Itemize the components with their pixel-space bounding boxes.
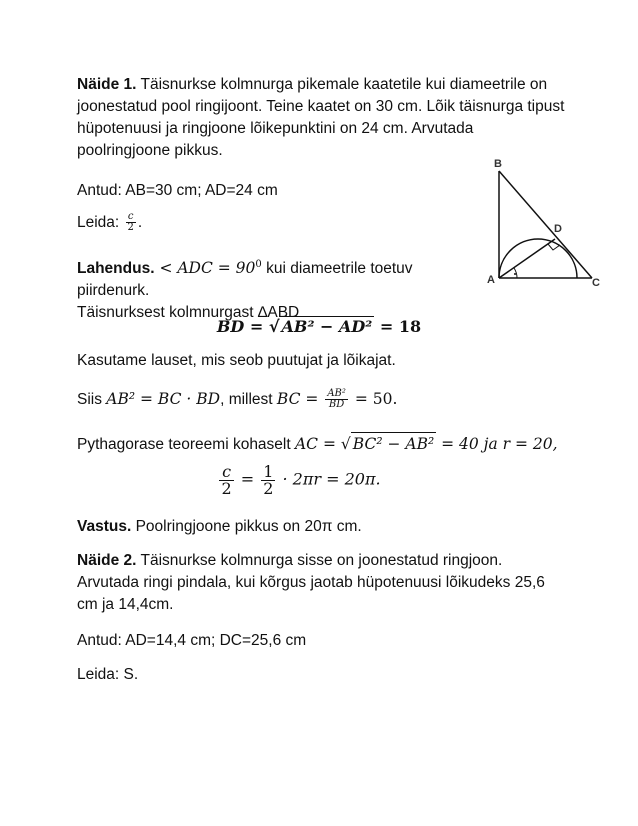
example2-statement: Näide 2. Täisnurkse kolmnurga sisse on joonestatud ringjoon. Arvutada ringi pindala, kui kõrgus jaotab hüpotenuusi lõikudeks 25,6 cm ja 14,4cm. — [77, 552, 545, 613]
pythagoras-line: Pythagorase teoreemi kohaselt AC = √ BC² − AB² = 40 ja r = 20, — [77, 432, 597, 456]
label-d: D — [554, 223, 562, 235]
solution-label: Lahendus. — [77, 260, 155, 278]
theorem-line: Kasutame lauset, mis seob puutujat ja lõikajat. — [77, 352, 396, 369]
bc-formula-line: Siis AB² = BC · BD, millest BC = $\frac{\text{AB²}}{BD}$ = 50. — [77, 388, 398, 411]
angle-adc: < ADC = 90 — [154, 259, 256, 278]
triangle-abd-line: Täisnurksest kolmnurgast ∆ABD — [77, 304, 300, 322]
example1-answer: Vastus. Poolringjoone pikkus on 20π cm. — [77, 518, 362, 535]
example1-solution: Lahendus. < ADC = $90^0$ kui diameetrile toetuv piirdenurk. Täisnurksest kolmnurgast ∆ABD — [77, 259, 413, 322]
example1-title: Näide 1. — [77, 76, 137, 93]
example1-text: Täisnurkse kolmnurga pikemale kaatetile kui diameetrile on joonestatud pool ringijoont. Teine kaatet on 30 cm. Lõik täisnurga tipust hüpotenuusi ja ringjoone lõikepunktini on 24 cm. Arvutada poolringjoone pikkus. — [77, 76, 565, 159]
label-a: A — [487, 274, 495, 286]
center-dot — [514, 273, 516, 275]
find-fraction: $\frac{c}{2}$ — [127, 211, 134, 234]
example1-statement — [77, 74, 567, 162]
triangle-figure — [484, 156, 604, 290]
example2-find: Leida: S. — [77, 666, 139, 683]
example2-title: Näide 2. — [77, 552, 137, 569]
example1-find: Leida: $\frac{c}{2}$ . — [77, 211, 143, 234]
label-b: B — [494, 158, 502, 170]
segment-ad — [499, 239, 555, 278]
hypotenuse-bc — [499, 171, 592, 278]
final-formula: $\frac{c}{2}$ = $\frac{1}{2}$ · 2πr = 20π. — [221, 462, 381, 498]
angle-arc-a — [514, 268, 517, 278]
bc-fraction: $\frac{\text{AB²}}{BD}$ — [327, 388, 346, 411]
bd-formula: BD = √ AB² − AD² = 18 — [216, 317, 422, 336]
semicircle-arc — [499, 239, 577, 278]
answer-label: Vastus. — [77, 518, 132, 535]
label-c: C — [592, 277, 600, 289]
example2-given: Antud: AD=14,4 cm; DC=25,6 cm — [77, 632, 307, 649]
example1-given: Antud: AB=30 cm; AD=24 cm — [77, 182, 278, 199]
